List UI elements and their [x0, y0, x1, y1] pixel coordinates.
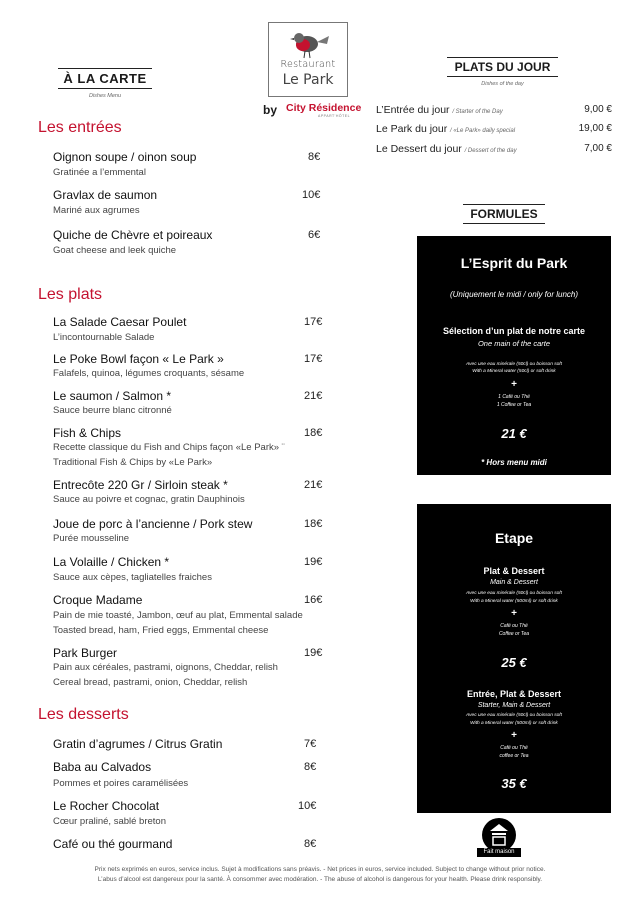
menu-item-name: La Salade Caesar Poulet: [53, 315, 187, 329]
menu-item-price: 10€: [298, 800, 317, 812]
formule-etape-box: [417, 504, 611, 813]
menu-item-name: Le saumon / Salmon *: [53, 389, 172, 403]
menu-item-price: 17€: [304, 353, 323, 365]
carte-subtitle: Dishes Menu: [88, 93, 122, 99]
etape-f2-water-en: With a Mineral water (500ml) or soft drink: [470, 721, 558, 726]
menu-item-price: 18€: [304, 518, 323, 530]
menu-item-name: Fish & Chips: [53, 426, 122, 440]
etape-f1-title: Plat & Dessert: [483, 566, 545, 576]
menu-item-desc: Traditional Fish & Chips by «Le Park»: [53, 457, 213, 468]
city-residence-brand: City Résidence: [286, 102, 362, 114]
etape-f1-sub: Main & Dessert: [490, 579, 538, 586]
esprit-selection-en: One main of the carte: [477, 339, 551, 348]
esprit-title: L’Esprit du Park: [460, 255, 568, 271]
fait-maison-label: Fait maison: [477, 848, 521, 857]
esprit-water-en: With a Mineral water (50cl) or soft drink: [472, 369, 556, 374]
menu-item-name: Park Burger: [53, 646, 118, 660]
menu-item-desc: Pain de mie toasté, Jambon, œuf au plat, Emmental salade: [53, 610, 303, 621]
menu-item-desc: Sauce au poivre et cognac, gratin Dauphinois: [53, 494, 245, 505]
daily-special-price: 7,00 €: [584, 143, 612, 154]
menu-item-price: 6€: [308, 229, 321, 241]
menu-item-price: 8€: [304, 838, 317, 850]
menu-item-price: 21€: [304, 390, 323, 402]
plats-du-jour-heading: [447, 57, 558, 87]
etape-f2-cafe-en: coffee or Tea: [499, 753, 529, 759]
menu-item-desc: Recette classique du Fish and Chips façon «Le Park» ¨: [53, 442, 285, 453]
fait-maison-icon: [482, 818, 516, 852]
etape-f1-water-en: With a Mineral water (500ml) or soft drink: [470, 599, 558, 604]
menu-item-price: 8€: [308, 151, 321, 163]
etape-f2-price: 35 €: [501, 776, 527, 791]
daily-special-price: 19,00 €: [578, 123, 612, 134]
logo-by: by: [263, 103, 278, 117]
menu-item-name: Joue de porc à l’ancienne / Pork stew: [53, 517, 253, 531]
daily-special-sub: / «Le Park» daily special: [450, 128, 516, 134]
menu-item-desc: Cœur praliné, sablé breton: [53, 816, 166, 827]
menu-item-desc: Pain aux céréales, pastrami, oignons, Cheddar, relish: [53, 662, 278, 673]
footer-line-prices: Prix nets exprimés en euros, service inclus. Sujet à modifications sans préavis. - Net prices in euros, service included. Subject to change without prior notice.: [94, 866, 546, 873]
etape-f1-cafe-en: Coffee or Tea: [498, 631, 530, 637]
menu-item-name: Quiche de Chèvre et poireaux: [53, 228, 213, 242]
menu-item-name: Le Poke Bowl façon « Le Park »: [53, 352, 224, 366]
daily-special-sub: / Starter of the Day: [452, 109, 503, 115]
formule-esprit-box: [417, 236, 611, 475]
daily-special-row: [376, 123, 612, 135]
formules-title: FORMULES: [463, 204, 545, 224]
plats-du-jour-title: PLATS DU JOUR: [447, 57, 558, 77]
etape-f2-title: Entrée, Plat & Dessert: [466, 689, 562, 699]
menu-item-desc: Gratinée a l’emmental: [53, 167, 146, 178]
etape-f2-water-fr: Avec une eau minérale (50cl) ou boisson soft: [466, 713, 562, 718]
plats-du-jour-subtitle: Dishes of the day: [481, 81, 524, 87]
menu-item-desc: Toasted bread, ham, Fried eggs, Emmental cheese: [53, 625, 269, 636]
logo-restaurant-text: Restaurant: [280, 59, 336, 70]
menu-item-name: Café ou thé gourmand: [53, 837, 173, 851]
menu-item-price: 10€: [302, 189, 321, 201]
menu-item-desc: L’incontournable Salade: [53, 332, 155, 343]
etape-title: Etape: [494, 530, 534, 546]
menu-item-desc: Sauce aux cèpes, tagliatelles fraiches: [53, 572, 212, 583]
menu-item-price: 21€: [304, 479, 323, 491]
esprit-selection: Sélection d’un plat de notre carte: [442, 326, 586, 336]
menu-item-desc: Pommes et poires caramélisées: [53, 778, 189, 789]
menu-item-name: Le Rocher Chocolat: [53, 799, 160, 813]
menu-item-name: Gratin d’agrumes / Citrus Gratin: [53, 737, 223, 751]
daily-special-row: [376, 104, 612, 116]
section-title-entrees: Les entrées: [38, 119, 122, 136]
menu-item-desc: Cereal bread, pastrami, onion, Cheddar, relish: [53, 677, 248, 688]
menu-item-price: 18€: [304, 427, 323, 439]
restaurant-logo: [268, 22, 348, 97]
esprit-note: (Uniquement le midi / only for lunch): [449, 290, 579, 299]
esprit-cafe-fr: 1 Café ou Thé: [498, 394, 530, 400]
menu-item-price: 16€: [304, 594, 323, 606]
menu-item-desc: Purée mousseline: [53, 533, 130, 544]
city-residence-subtext: APPART'HÔTEL: [318, 114, 351, 118]
daily-special-sub: / Dessert of the day: [464, 148, 517, 154]
menu-item-desc: Falafels, quinoa, légumes croquants, sésame: [53, 368, 245, 379]
carte-heading: [58, 68, 152, 99]
menu-item-price: 8€: [304, 761, 317, 773]
etape-f2-plus: +: [511, 730, 517, 741]
menu-item-price: 19€: [304, 556, 323, 568]
etape-f1-cafe-fr: Café ou Thé: [500, 623, 528, 629]
menu-item-name: Entrecôte 220 Gr / Sirloin steak *: [53, 478, 228, 492]
etape-f2-sub: Starter, Main & Dessert: [477, 702, 551, 709]
footer-line-alcohol: L’abus d’alcool est dangereux pour la santé. À consommer avec modération. - The abuse of alcohol is dangerous for your health. Please drink responsibly.: [97, 876, 543, 883]
etape-f1-price: 25 €: [501, 655, 527, 670]
menu-item-name: Oignon soupe / oinon soup: [53, 150, 197, 164]
daily-special-price: 9,00 €: [584, 104, 612, 115]
section-title-desserts: Les desserts: [38, 706, 129, 723]
daily-special-name: L’Entrée du jour: [376, 104, 450, 116]
esprit-cafe-en: 1 Coffee or Tea: [496, 402, 532, 408]
daily-special-name: Le Dessert du jour: [376, 143, 462, 155]
menu-item-price: 19€: [304, 647, 323, 659]
logo-park-text: Le Park: [282, 72, 334, 88]
robin-bird-icon: [289, 28, 331, 60]
house-pot-icon: [482, 818, 516, 852]
menu-item-desc: Sauce beurre blanc citronné: [53, 405, 172, 416]
section-title-plats: Les plats: [38, 286, 103, 303]
menu-item-name: La Volaille / Chicken *: [53, 555, 170, 569]
menu-item-name: Croque Madame: [53, 593, 143, 607]
daily-special-row: [376, 143, 612, 155]
etape-f1-water-fr: Avec une eau minérale (50cl) ou boisson soft: [466, 591, 562, 596]
esprit-plus: +: [511, 379, 517, 390]
etape-f1-plus: +: [511, 608, 517, 619]
carte-title: À LA CARTE: [58, 68, 152, 89]
menu-item-name: Gravlax de saumon: [53, 188, 158, 202]
menu-item-name: Baba au Calvados: [53, 760, 152, 774]
menu-item-desc: Mariné aux agrumes: [53, 205, 140, 216]
esprit-footnote: * Hors menu midi: [481, 458, 547, 467]
esprit-water-fr: Avec une eau minérale (50cl) ou boisson soft: [466, 362, 562, 367]
daily-special-name: Le Park du jour: [376, 123, 448, 135]
menu-item-desc: Goat cheese and leek quiche: [53, 245, 177, 256]
etape-f2-cafe-fr: Café ou Thé: [500, 745, 528, 751]
esprit-price: 21 €: [501, 426, 527, 441]
menu-item-price: 17€: [304, 316, 323, 328]
menu-item-price: 7€: [304, 738, 317, 750]
